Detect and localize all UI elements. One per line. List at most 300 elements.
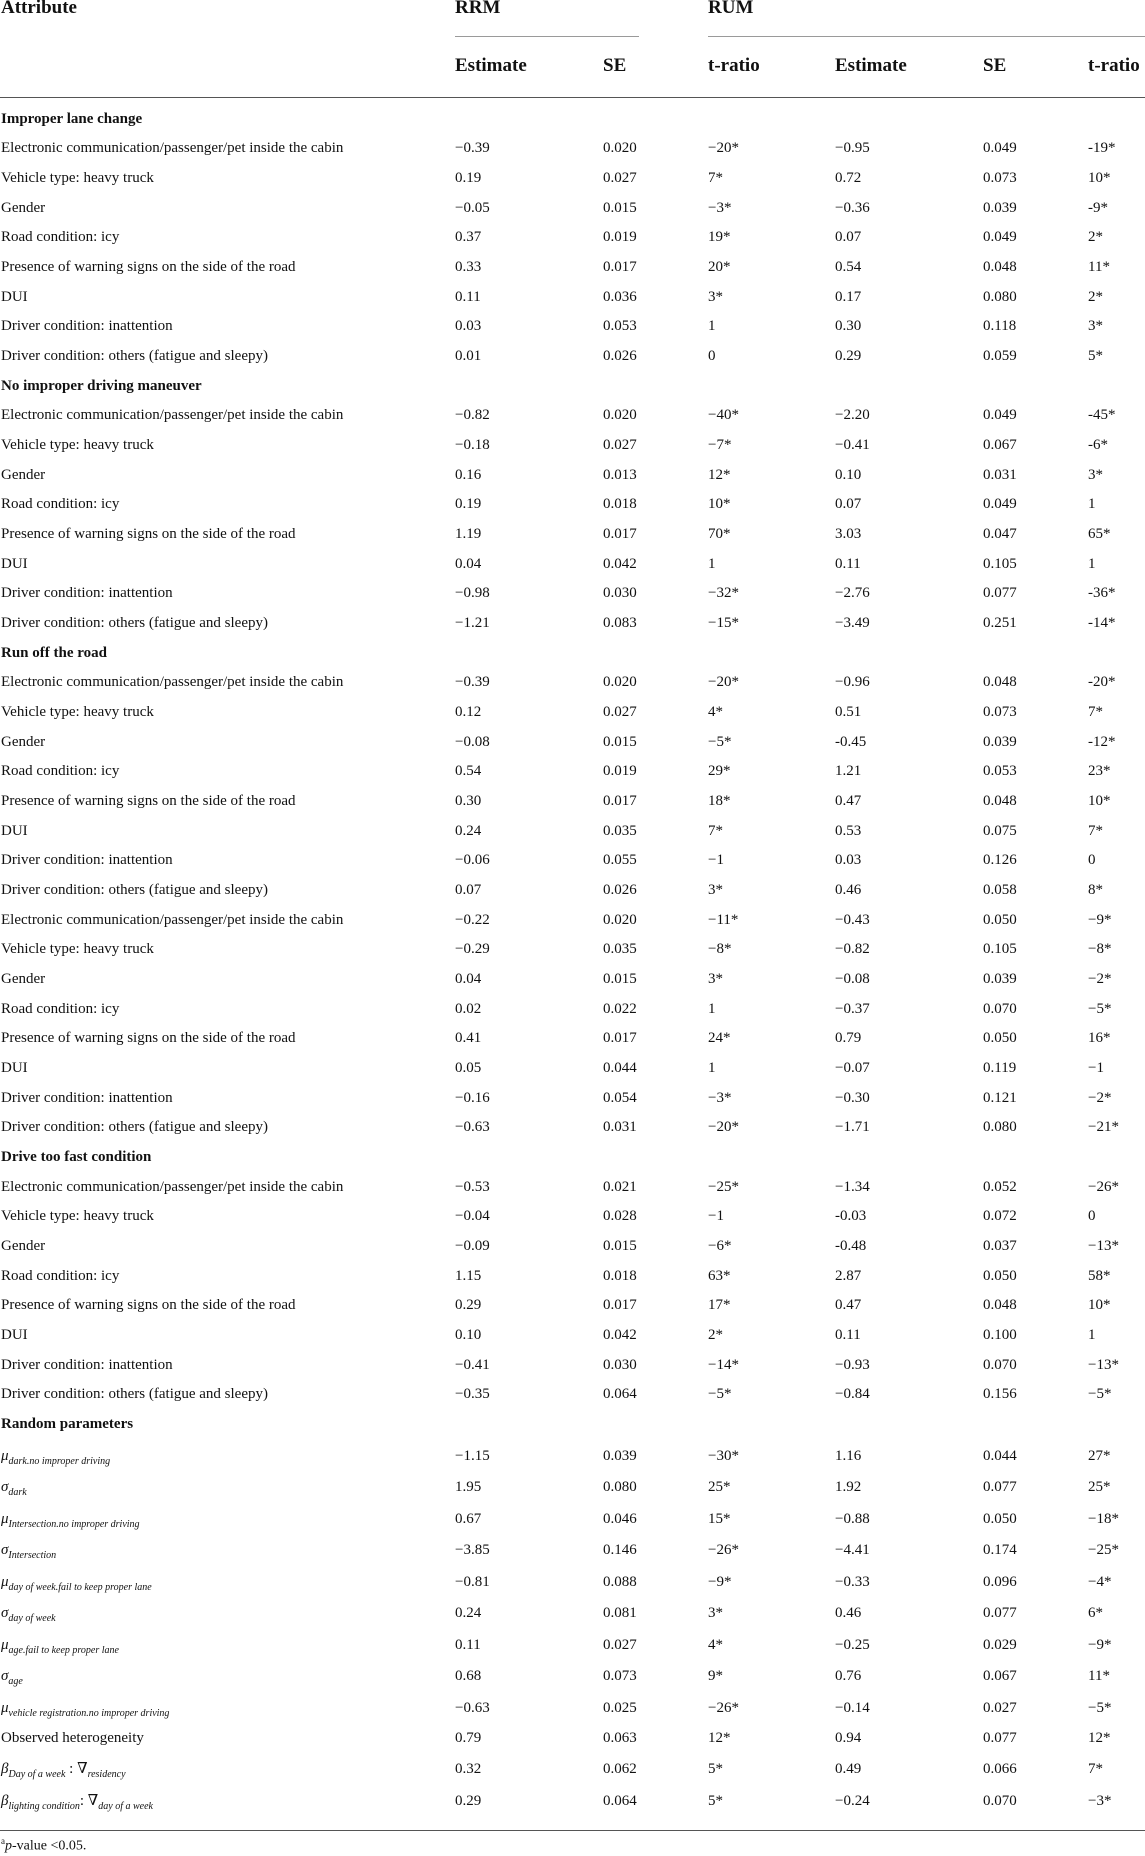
estimate-rum-cell: 1.21 bbox=[835, 763, 862, 779]
table-row bbox=[0, 697, 1145, 727]
table-row bbox=[0, 1261, 1145, 1291]
estimate-rrm-cell: 0.02 bbox=[455, 1001, 482, 1017]
se-rum-cell: 0.070 bbox=[983, 1793, 1017, 1809]
estimate-rum-cell: −3.49 bbox=[835, 615, 870, 631]
se-rrm-cell: 0.036 bbox=[603, 289, 637, 305]
se-rrm-cell: 0.035 bbox=[603, 941, 637, 957]
t-ratio-rrm-cell: −32* bbox=[708, 585, 739, 601]
t-ratio-rum-cell: 7* bbox=[1088, 1761, 1103, 1777]
estimate-rum-cell: −0.43 bbox=[835, 912, 870, 928]
t-ratio-rum-cell: -6* bbox=[1088, 437, 1108, 453]
header-t-ratio-rrm: t-ratio bbox=[708, 55, 760, 76]
se-rrm-cell: 0.031 bbox=[603, 1119, 637, 1135]
t-ratio-rum-cell: −1 bbox=[1088, 1060, 1104, 1076]
se-rrm-cell: 0.027 bbox=[603, 704, 637, 720]
estimate-rum-cell: 0.76 bbox=[835, 1668, 862, 1684]
estimate-rum-cell: −0.36 bbox=[835, 200, 870, 216]
se-rum-cell: 0.049 bbox=[983, 496, 1017, 512]
t-ratio-rum-cell: 1 bbox=[1088, 496, 1096, 512]
se-rum-cell: 0.105 bbox=[983, 941, 1017, 957]
se-rrm-cell: 0.080 bbox=[603, 1479, 637, 1495]
t-ratio-rum-cell: 27* bbox=[1088, 1448, 1111, 1464]
attribute-label: Vehicle type: heavy truck bbox=[1, 704, 154, 720]
estimate-rrm-cell: 1.95 bbox=[455, 1479, 482, 1495]
parameter-subscript: lighting condition bbox=[8, 1801, 80, 1812]
se-rrm-cell: 0.054 bbox=[603, 1090, 637, 1106]
table-row bbox=[0, 1053, 1145, 1083]
t-ratio-rum-cell: −3* bbox=[1088, 1793, 1112, 1809]
estimate-rrm-cell: 0.19 bbox=[455, 170, 482, 186]
t-ratio-rrm-cell: −7* bbox=[708, 437, 732, 453]
parameter-separator: : bbox=[65, 1761, 78, 1777]
attribute-label: Driver condition: others (fatigue and sleepy) bbox=[1, 882, 268, 898]
se-rrm-cell: 0.039 bbox=[603, 1448, 637, 1464]
se-rrm-cell: 0.062 bbox=[603, 1761, 637, 1777]
estimate-rrm-cell: −0.98 bbox=[455, 585, 490, 601]
se-rum-cell: 0.156 bbox=[983, 1386, 1017, 1402]
t-ratio-rrm-cell: 3* bbox=[708, 1605, 723, 1621]
header-group-rule-rrm bbox=[455, 36, 639, 37]
se-rrm-cell: 0.055 bbox=[603, 852, 637, 868]
header-attribute: Attribute bbox=[1, 0, 77, 18]
estimate-rrm-cell: 0.07 bbox=[455, 882, 482, 898]
estimate-rrm-cell: 0.24 bbox=[455, 823, 482, 839]
attribute-label: Driver condition: inattention bbox=[1, 318, 173, 334]
t-ratio-rum-cell: −2* bbox=[1088, 1090, 1112, 1106]
t-ratio-rum-cell: 8* bbox=[1088, 882, 1103, 898]
se-rum-cell: 0.070 bbox=[983, 1357, 1017, 1373]
estimate-rrm-cell: −0.81 bbox=[455, 1574, 490, 1590]
se-rum-cell: 0.072 bbox=[983, 1208, 1017, 1224]
t-ratio-rrm-cell: 17* bbox=[708, 1297, 731, 1313]
t-ratio-rum-cell: 0 bbox=[1088, 852, 1096, 868]
se-rum-cell: 0.126 bbox=[983, 852, 1017, 868]
attribute-label bbox=[1, 1472, 27, 1502]
attribute-label bbox=[1, 1630, 119, 1660]
parameter-subscript: dark.no improper driving bbox=[8, 1456, 111, 1467]
table-row bbox=[0, 163, 1145, 193]
se-rrm-cell: 0.021 bbox=[603, 1179, 637, 1195]
se-rum-cell: 0.067 bbox=[983, 437, 1017, 453]
t-ratio-rum-cell: 10* bbox=[1088, 170, 1111, 186]
t-ratio-rum-cell: 5* bbox=[1088, 348, 1103, 364]
table-row bbox=[0, 1567, 1145, 1597]
se-rum-cell: 0.047 bbox=[983, 526, 1017, 542]
estimate-rrm-cell: 0.41 bbox=[455, 1030, 482, 1046]
t-ratio-rum-cell: 16* bbox=[1088, 1030, 1111, 1046]
estimate-rum-cell: −0.33 bbox=[835, 1574, 870, 1590]
table-row bbox=[0, 1661, 1145, 1691]
se-rum-cell: 0.029 bbox=[983, 1637, 1017, 1653]
attribute-label: Road condition: icy bbox=[1, 496, 120, 512]
estimate-rum-cell: 0.11 bbox=[835, 1327, 861, 1343]
attribute-label: Electronic communication/passenger/pet inside the cabin bbox=[1, 674, 344, 690]
table-row bbox=[0, 133, 1145, 163]
table-row bbox=[0, 1598, 1145, 1628]
t-ratio-rum-cell: -36* bbox=[1088, 585, 1116, 601]
t-ratio-rrm-cell: −20* bbox=[708, 1119, 739, 1135]
se-rrm-cell: 0.019 bbox=[603, 229, 637, 245]
attribute-label bbox=[1, 1535, 56, 1565]
table-row bbox=[0, 489, 1145, 519]
t-ratio-rrm-cell: −40* bbox=[708, 407, 739, 423]
t-ratio-rum-cell: 12* bbox=[1088, 1730, 1111, 1746]
parameter-symbol: μ bbox=[1, 1511, 9, 1527]
table-row bbox=[0, 964, 1145, 994]
attribute-label: Observed heterogeneity bbox=[1, 1730, 144, 1746]
parameter-symbol: μ bbox=[1, 1448, 9, 1464]
attribute-label: DUI bbox=[1, 556, 28, 572]
estimate-rrm-cell: 0.03 bbox=[455, 318, 482, 334]
table-row bbox=[0, 786, 1145, 816]
table-row bbox=[0, 578, 1145, 608]
parameter-symbol: μ bbox=[1, 1637, 9, 1653]
t-ratio-rrm-cell: 5* bbox=[708, 1761, 723, 1777]
parameter-symbol: σ bbox=[1, 1668, 9, 1684]
se-rum-cell: 0.077 bbox=[983, 1479, 1017, 1495]
se-rum-cell: 0.052 bbox=[983, 1179, 1017, 1195]
se-rrm-cell: 0.027 bbox=[603, 437, 637, 453]
parameter-subscript: Intersection bbox=[8, 1550, 57, 1561]
estimate-rum-cell: 0.72 bbox=[835, 170, 862, 186]
se-rrm-cell: 0.064 bbox=[603, 1793, 637, 1809]
estimate-rrm-cell: 0.05 bbox=[455, 1060, 482, 1076]
attribute-label: Vehicle type: heavy truck bbox=[1, 941, 154, 957]
estimate-rrm-cell: −0.63 bbox=[455, 1119, 490, 1135]
se-rum-cell: 0.049 bbox=[983, 407, 1017, 423]
table-row bbox=[0, 1630, 1145, 1660]
se-rrm-cell: 0.044 bbox=[603, 1060, 637, 1076]
se-rum-cell: 0.100 bbox=[983, 1327, 1017, 1343]
t-ratio-rrm-cell: 25* bbox=[708, 1479, 731, 1495]
parameter-subscript: Day of a week bbox=[8, 1769, 66, 1780]
estimate-rrm-cell: −0.08 bbox=[455, 734, 490, 750]
table-row bbox=[0, 1693, 1145, 1723]
estimate-rum-cell: 0.03 bbox=[835, 852, 862, 868]
se-rrm-cell: 0.030 bbox=[603, 585, 637, 601]
estimate-rum-cell: −0.14 bbox=[835, 1700, 870, 1716]
t-ratio-rrm-cell: 0 bbox=[708, 348, 716, 364]
se-rum-cell: 0.067 bbox=[983, 1668, 1017, 1684]
se-rum-cell: 0.066 bbox=[983, 1761, 1017, 1777]
t-ratio-rum-cell: 65* bbox=[1088, 526, 1111, 542]
estimate-rrm-cell: 0.79 bbox=[455, 1730, 482, 1746]
t-ratio-rrm-cell: 4* bbox=[708, 704, 723, 720]
t-ratio-rrm-cell: −5* bbox=[708, 1386, 732, 1402]
section-title: Run off the road bbox=[1, 645, 107, 661]
se-rrm-cell: 0.017 bbox=[603, 259, 637, 275]
attribute-label: Gender bbox=[1, 467, 46, 483]
t-ratio-rum-cell: −5* bbox=[1088, 1386, 1112, 1402]
se-rrm-cell: 0.017 bbox=[603, 1297, 637, 1313]
estimate-rum-cell: -0.45 bbox=[835, 734, 867, 750]
attribute-label bbox=[1, 1661, 23, 1691]
estimate-rum-cell: −0.88 bbox=[835, 1511, 870, 1527]
estimate-rum-cell: 2.87 bbox=[835, 1268, 862, 1284]
estimate-rrm-cell: 0.68 bbox=[455, 1668, 482, 1684]
estimate-rum-cell: 1.92 bbox=[835, 1479, 862, 1495]
table-row bbox=[0, 816, 1145, 846]
table-row bbox=[0, 1441, 1145, 1471]
table-row bbox=[0, 222, 1145, 252]
estimate-rrm-cell: 0.33 bbox=[455, 259, 482, 275]
t-ratio-rum-cell: 58* bbox=[1088, 1268, 1111, 1284]
attribute-label: Road condition: icy bbox=[1, 763, 120, 779]
parameter-separator: : bbox=[79, 1793, 88, 1809]
t-ratio-rum-cell: 2* bbox=[1088, 229, 1103, 245]
attribute-label bbox=[1, 1504, 140, 1534]
t-ratio-rum-cell: 11* bbox=[1088, 1668, 1110, 1684]
se-rum-cell: 0.031 bbox=[983, 467, 1017, 483]
footnote bbox=[1, 1836, 86, 1855]
attribute-label: Road condition: icy bbox=[1, 229, 120, 245]
attribute-label: Presence of warning signs on the side of the road bbox=[1, 259, 296, 275]
estimate-rum-cell: −2.20 bbox=[835, 407, 870, 423]
t-ratio-rrm-cell: 12* bbox=[708, 467, 731, 483]
estimate-rum-cell: −0.95 bbox=[835, 140, 870, 156]
estimate-rrm-cell: 0.29 bbox=[455, 1297, 482, 1313]
table-row bbox=[0, 341, 1145, 371]
estimate-rum-cell: 0.51 bbox=[835, 704, 862, 720]
estimate-rum-cell: 3.03 bbox=[835, 526, 862, 542]
t-ratio-rum-cell: −9* bbox=[1088, 1637, 1112, 1653]
estimate-rrm-cell: 0.10 bbox=[455, 1327, 482, 1343]
t-ratio-rrm-cell: 1 bbox=[708, 318, 716, 334]
estimate-rum-cell: 0.11 bbox=[835, 556, 861, 572]
table-row bbox=[0, 1379, 1145, 1409]
estimate-rum-cell: −4.41 bbox=[835, 1542, 870, 1558]
estimate-rum-cell: 0.07 bbox=[835, 229, 862, 245]
parameter-symbol-2: ∇ bbox=[87, 1793, 99, 1809]
attribute-label: Driver condition: inattention bbox=[1, 1090, 173, 1106]
attribute-label bbox=[1, 1693, 169, 1723]
estimate-rrm-cell: 0.16 bbox=[455, 467, 482, 483]
se-rrm-cell: 0.088 bbox=[603, 1574, 637, 1590]
t-ratio-rrm-cell: −20* bbox=[708, 674, 739, 690]
table-row bbox=[0, 1201, 1145, 1231]
attribute-label bbox=[1, 1786, 153, 1816]
t-ratio-rum-cell: 1 bbox=[1088, 1327, 1096, 1343]
t-ratio-rum-cell: −18* bbox=[1088, 1511, 1119, 1527]
se-rum-cell: 0.049 bbox=[983, 140, 1017, 156]
parameter-subscript: age.fail to keep proper lane bbox=[8, 1645, 119, 1656]
se-rum-cell: 0.039 bbox=[983, 734, 1017, 750]
section-header-row bbox=[0, 104, 1145, 134]
t-ratio-rrm-cell: 10* bbox=[708, 496, 731, 512]
estimate-rum-cell: −0.08 bbox=[835, 971, 870, 987]
table-row bbox=[0, 193, 1145, 223]
t-ratio-rum-cell: −8* bbox=[1088, 941, 1112, 957]
section-title: No improper driving maneuver bbox=[1, 378, 202, 394]
t-ratio-rrm-cell: 2* bbox=[708, 1327, 723, 1343]
estimate-rum-cell: −1.71 bbox=[835, 1119, 870, 1135]
estimate-rum-cell: 0.30 bbox=[835, 318, 862, 334]
se-rum-cell: 0.080 bbox=[983, 1119, 1017, 1135]
parameter-symbol: σ bbox=[1, 1479, 9, 1495]
se-rrm-cell: 0.053 bbox=[603, 318, 637, 334]
attribute-label bbox=[1, 1598, 56, 1628]
t-ratio-rrm-cell: 20* bbox=[708, 259, 731, 275]
attribute-label: Presence of warning signs on the side of the road bbox=[1, 1297, 296, 1313]
estimate-rrm-cell: −3.85 bbox=[455, 1542, 490, 1558]
t-ratio-rum-cell: 23* bbox=[1088, 763, 1111, 779]
t-ratio-rum-cell: −2* bbox=[1088, 971, 1112, 987]
se-rrm-cell: 0.030 bbox=[603, 1357, 637, 1373]
parameter-symbol: β bbox=[1, 1793, 9, 1809]
table-row bbox=[0, 549, 1145, 579]
parameter-symbol: β bbox=[1, 1761, 9, 1777]
estimate-rrm-cell: 0.04 bbox=[455, 971, 482, 987]
t-ratio-rum-cell: -19* bbox=[1088, 140, 1116, 156]
se-rum-cell: 0.080 bbox=[983, 289, 1017, 305]
table-row bbox=[0, 400, 1145, 430]
estimate-rum-cell: −0.84 bbox=[835, 1386, 870, 1402]
section-title: Random parameters bbox=[1, 1416, 134, 1432]
estimate-rum-cell: −0.30 bbox=[835, 1090, 870, 1106]
parameter-subscript: dark bbox=[8, 1487, 27, 1498]
se-rum-cell: 0.075 bbox=[983, 823, 1017, 839]
estimate-rrm-cell: −0.39 bbox=[455, 674, 490, 690]
t-ratio-rrm-cell: 1 bbox=[708, 1001, 716, 1017]
attribute-label: Driver condition: others (fatigue and sleepy) bbox=[1, 1386, 268, 1402]
attribute-label: Electronic communication/passenger/pet inside the cabin bbox=[1, 407, 344, 423]
t-ratio-rrm-cell: −6* bbox=[708, 1238, 732, 1254]
estimate-rum-cell: −0.82 bbox=[835, 941, 870, 957]
table-row bbox=[0, 845, 1145, 875]
se-rum-cell: 0.121 bbox=[983, 1090, 1017, 1106]
t-ratio-rum-cell: -14* bbox=[1088, 615, 1116, 631]
estimate-rum-cell: −0.25 bbox=[835, 1637, 870, 1653]
t-ratio-rrm-cell: −1 bbox=[708, 852, 724, 868]
header-rrm: RRM bbox=[455, 0, 501, 18]
se-rrm-cell: 0.015 bbox=[603, 200, 637, 216]
t-ratio-rrm-cell: −26* bbox=[708, 1542, 739, 1558]
attribute-label: DUI bbox=[1, 823, 28, 839]
estimate-rum-cell: 0.47 bbox=[835, 793, 862, 809]
se-rrm-cell: 0.015 bbox=[603, 971, 637, 987]
t-ratio-rrm-cell: −15* bbox=[708, 615, 739, 631]
attribute-label: Gender bbox=[1, 971, 46, 987]
table-row bbox=[0, 311, 1145, 341]
se-rrm-cell: 0.026 bbox=[603, 882, 637, 898]
attribute-label: Driver condition: inattention bbox=[1, 1357, 173, 1373]
estimate-rrm-cell: 0.19 bbox=[455, 496, 482, 512]
table-row bbox=[0, 1786, 1145, 1816]
estimate-rum-cell: −0.96 bbox=[835, 674, 870, 690]
estimate-rum-cell: 0.54 bbox=[835, 259, 862, 275]
t-ratio-rrm-cell: −1 bbox=[708, 1208, 724, 1224]
parameter-symbol-2: ∇ bbox=[77, 1761, 88, 1777]
estimate-rum-cell: -0.03 bbox=[835, 1208, 867, 1224]
table-row bbox=[0, 727, 1145, 757]
t-ratio-rrm-cell: 9* bbox=[708, 1668, 723, 1684]
estimate-rrm-cell: 0.04 bbox=[455, 556, 482, 572]
se-rum-cell: 0.048 bbox=[983, 674, 1017, 690]
t-ratio-rrm-cell: 70* bbox=[708, 526, 731, 542]
se-rum-cell: 0.048 bbox=[983, 259, 1017, 275]
attribute-label: Driver condition: others (fatigue and sleepy) bbox=[1, 615, 268, 631]
t-ratio-rum-cell: −9* bbox=[1088, 912, 1112, 928]
footnote-text: -value <0.05. bbox=[12, 1838, 87, 1854]
table-row bbox=[0, 667, 1145, 697]
estimate-rum-cell: 0.47 bbox=[835, 1297, 862, 1313]
estimate-rrm-cell: −0.82 bbox=[455, 407, 490, 423]
se-rum-cell: 0.037 bbox=[983, 1238, 1017, 1254]
attribute-label: Driver condition: others (fatigue and sleepy) bbox=[1, 348, 268, 364]
se-rrm-cell: 0.018 bbox=[603, 496, 637, 512]
estimate-rum-cell: −1.34 bbox=[835, 1179, 870, 1195]
estimate-rrm-cell: −0.53 bbox=[455, 1179, 490, 1195]
t-ratio-rum-cell: -45* bbox=[1088, 407, 1116, 423]
attribute-label: DUI bbox=[1, 289, 28, 305]
table-row bbox=[0, 282, 1145, 312]
estimate-rum-cell: −0.07 bbox=[835, 1060, 870, 1076]
t-ratio-rrm-cell: 5* bbox=[708, 1793, 723, 1809]
estimate-rum-cell: 0.17 bbox=[835, 289, 862, 305]
t-ratio-rum-cell: −13* bbox=[1088, 1238, 1119, 1254]
table-row bbox=[0, 1083, 1145, 1113]
t-ratio-rrm-cell: −3* bbox=[708, 1090, 732, 1106]
estimate-rum-cell: 0.29 bbox=[835, 348, 862, 364]
table-row bbox=[0, 430, 1145, 460]
estimate-rrm-cell: −0.41 bbox=[455, 1357, 490, 1373]
attribute-label: Road condition: icy bbox=[1, 1001, 120, 1017]
estimate-rum-cell: −2.76 bbox=[835, 585, 870, 601]
se-rum-cell: 0.050 bbox=[983, 1030, 1017, 1046]
parameter-symbol: σ bbox=[1, 1542, 9, 1558]
parameter-subscript: age bbox=[8, 1676, 23, 1687]
se-rrm-cell: 0.019 bbox=[603, 763, 637, 779]
footnote-marker: a bbox=[1, 1836, 5, 1846]
estimate-rrm-cell: −0.18 bbox=[455, 437, 490, 453]
attribute-label: Electronic communication/passenger/pet inside the cabin bbox=[1, 140, 344, 156]
se-rrm-cell: 0.028 bbox=[603, 1208, 637, 1224]
parameter-subscript: day of week.fail to keep proper lane bbox=[8, 1582, 152, 1593]
t-ratio-rum-cell: 3* bbox=[1088, 467, 1103, 483]
se-rum-cell: 0.073 bbox=[983, 170, 1017, 186]
attribute-label: Driver condition: inattention bbox=[1, 585, 173, 601]
se-rum-cell: 0.073 bbox=[983, 704, 1017, 720]
t-ratio-rrm-cell: −26* bbox=[708, 1700, 739, 1716]
t-ratio-rrm-cell: −9* bbox=[708, 1574, 732, 1590]
se-rum-cell: 0.039 bbox=[983, 200, 1017, 216]
se-rrm-cell: 0.042 bbox=[603, 556, 637, 572]
table-row bbox=[0, 1754, 1145, 1784]
estimate-rrm-cell: −0.05 bbox=[455, 200, 490, 216]
section-title: Drive too fast condition bbox=[1, 1149, 152, 1165]
attribute-label: DUI bbox=[1, 1327, 28, 1343]
t-ratio-rrm-cell: 7* bbox=[708, 170, 723, 186]
table-row bbox=[0, 1723, 1145, 1753]
table-row bbox=[0, 994, 1145, 1024]
t-ratio-rrm-cell: 3* bbox=[708, 971, 723, 987]
table-row bbox=[0, 519, 1145, 549]
parameter-subscript-2: day of a week bbox=[98, 1801, 153, 1812]
se-rum-cell: 0.027 bbox=[983, 1700, 1017, 1716]
t-ratio-rrm-cell: 29* bbox=[708, 763, 731, 779]
se-rum-cell: 0.105 bbox=[983, 556, 1017, 572]
attribute-label: Road condition: icy bbox=[1, 1268, 120, 1284]
estimate-rum-cell: 0.10 bbox=[835, 467, 862, 483]
t-ratio-rum-cell: 1 bbox=[1088, 556, 1096, 572]
header-se-rum: SE bbox=[983, 55, 1007, 76]
estimate-rrm-cell: 0.11 bbox=[455, 1637, 481, 1653]
attribute-label: Vehicle type: heavy truck bbox=[1, 170, 154, 186]
estimate-rrm-cell: −0.04 bbox=[455, 1208, 490, 1224]
section-title: Improper lane change bbox=[1, 111, 143, 127]
attribute-label: Presence of warning signs on the side of the road bbox=[1, 793, 296, 809]
footnote-p: p bbox=[5, 1838, 12, 1854]
